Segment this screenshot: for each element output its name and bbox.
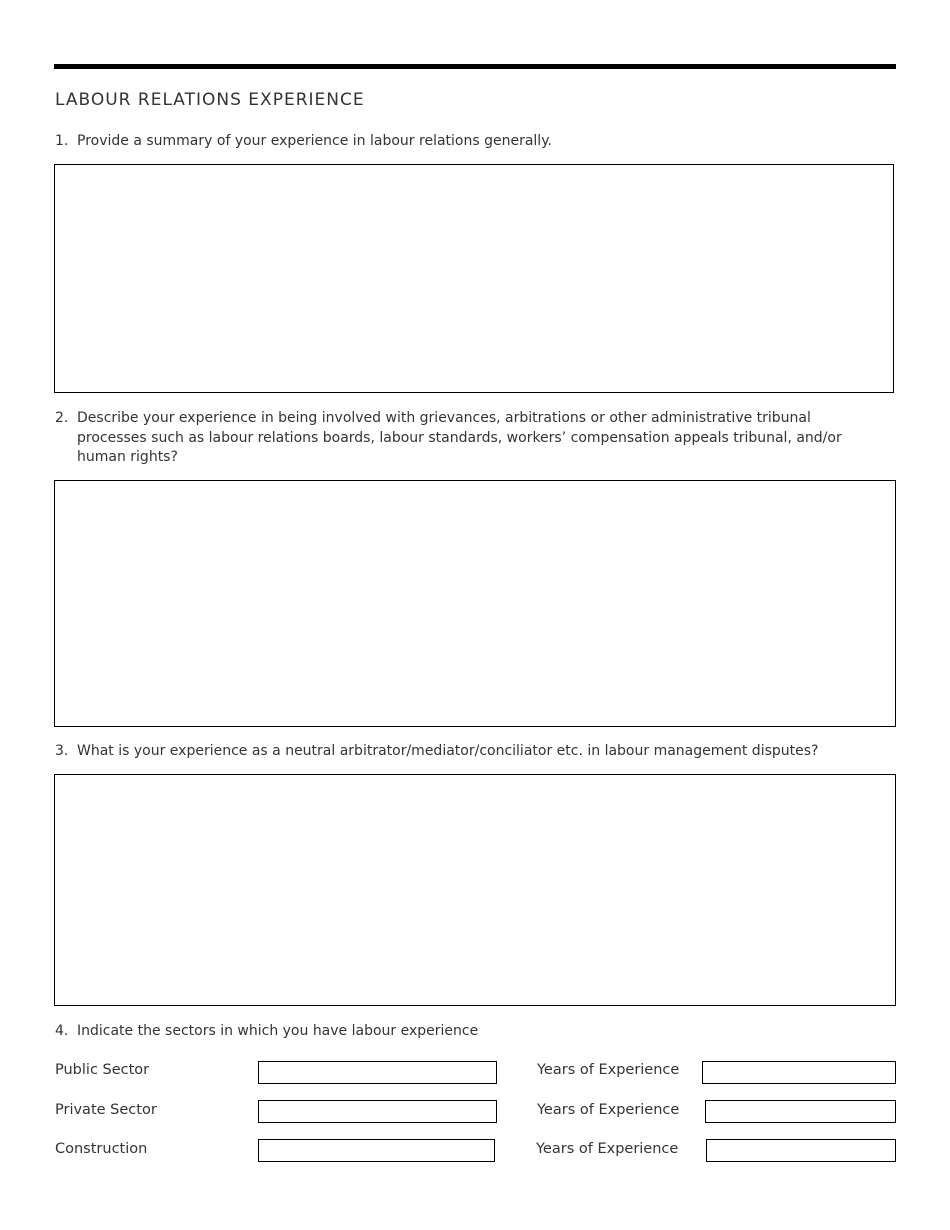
question-4 (55, 1022, 895, 1042)
public-sector-input[interactable] (258, 1061, 497, 1084)
years-label-public: Years of Experience (537, 1062, 680, 1078)
question-text: What is your experience as a neutral arbitrator/mediator/conciliator etc. in labour management disputes? (77, 743, 819, 759)
question-1 (55, 132, 895, 152)
years-label-construction: Years of Experience (536, 1141, 679, 1157)
construction-years-input[interactable] (706, 1139, 896, 1162)
private-sector-input[interactable] (258, 1100, 497, 1123)
section-title: LABOUR RELATIONS EXPERIENCE (55, 90, 365, 110)
public-sector-years-input[interactable] (702, 1061, 896, 1084)
question-text: Indicate the sectors in which you have labour experience (77, 1023, 479, 1039)
construction-input[interactable] (258, 1139, 495, 1162)
top-rule (54, 64, 896, 69)
question-text: Describe your experience in being involved with grievances, arbitrations or other administrative tribunal processes such as labour relations boards, labour standards, workers’ compensation appeals tribunal, and/or human rights? (77, 410, 842, 465)
sector-label-private: Private Sector (55, 1102, 157, 1118)
question-number: 4. (55, 1023, 69, 1039)
sector-label-construction: Construction (55, 1141, 148, 1157)
answer-box-1[interactable] (54, 164, 894, 393)
private-sector-years-input[interactable] (705, 1100, 896, 1123)
years-label-private: Years of Experience (537, 1102, 680, 1118)
question-number: 3. (55, 743, 69, 759)
sector-label-public: Public Sector (55, 1062, 150, 1078)
question-3 (55, 742, 895, 762)
question-2 (55, 409, 865, 468)
answer-box-2[interactable] (54, 480, 896, 727)
question-number: 1. (55, 133, 69, 149)
question-number: 2. (55, 410, 69, 426)
question-text: Provide a summary of your experience in labour relations generally. (77, 133, 552, 149)
answer-box-3[interactable] (54, 774, 896, 1006)
